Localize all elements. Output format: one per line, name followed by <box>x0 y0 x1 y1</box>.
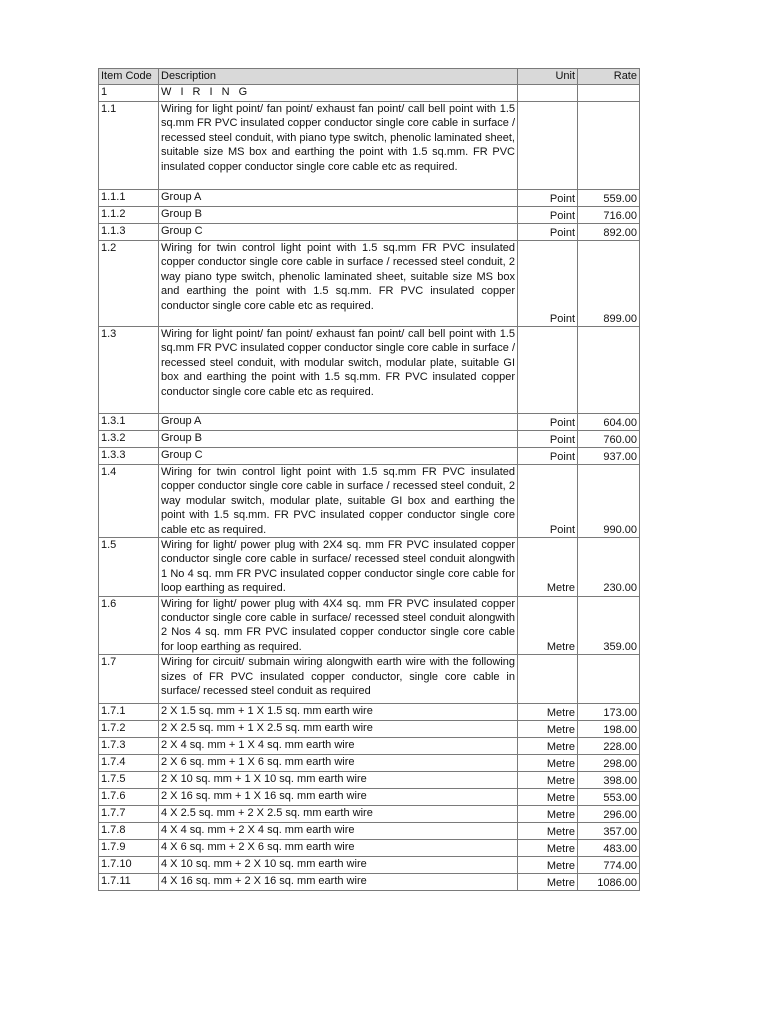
item-code-cell: 1.7.8 <box>99 823 159 840</box>
rate-cell: 230.00 <box>578 538 640 597</box>
rate-cell: 559.00 <box>578 190 640 207</box>
unit-cell: Metre <box>518 738 578 755</box>
item-code-cell: 1.7.6 <box>99 789 159 806</box>
unit-cell: Metre <box>518 538 578 597</box>
table-row <box>99 840 640 857</box>
description-cell: Group A <box>159 414 518 431</box>
table-row <box>99 448 640 465</box>
rate-cell: 774.00 <box>578 857 640 874</box>
rate-cell <box>578 655 640 704</box>
item-code-cell: 1.1.3 <box>99 224 159 241</box>
table-row <box>99 806 640 823</box>
description-cell: Group A <box>159 190 518 207</box>
table-row <box>99 721 640 738</box>
description-cell: 2 X 16 sq. mm + 1 X 16 sq. mm earth wire <box>159 789 518 806</box>
item-code-cell: 1.1 <box>99 102 159 190</box>
unit-cell: Point <box>518 241 578 327</box>
description-cell: 2 X 4 sq. mm + 1 X 4 sq. mm earth wire <box>159 738 518 755</box>
rate-cell <box>578 102 640 190</box>
unit-cell: Metre <box>518 789 578 806</box>
item-code-cell: 1.3.1 <box>99 414 159 431</box>
unit-cell: Metre <box>518 806 578 823</box>
rate-cell: 228.00 <box>578 738 640 755</box>
table-row <box>99 241 640 327</box>
item-code-cell: 1.7.3 <box>99 738 159 755</box>
description-cell: 4 X 16 sq. mm + 2 X 16 sq. mm earth wire <box>159 874 518 891</box>
table-row <box>99 874 640 891</box>
rate-cell: 483.00 <box>578 840 640 857</box>
table-row <box>99 704 640 721</box>
rate-cell: 198.00 <box>578 721 640 738</box>
description-cell: Group B <box>159 431 518 448</box>
item-code-cell: 1.7.2 <box>99 721 159 738</box>
rate-cell: 716.00 <box>578 207 640 224</box>
description-cell: 2 X 6 sq. mm + 1 X 6 sq. mm earth wire <box>159 755 518 772</box>
rate-cell: 937.00 <box>578 448 640 465</box>
table-row <box>99 823 640 840</box>
item-code-cell: 1.7.9 <box>99 840 159 857</box>
header-description: Description <box>159 69 518 85</box>
unit-cell: Point <box>518 207 578 224</box>
table-row <box>99 102 640 190</box>
table-row <box>99 789 640 806</box>
unit-cell: Metre <box>518 874 578 891</box>
unit-cell: Metre <box>518 840 578 857</box>
header-row <box>99 69 640 85</box>
item-code-cell: 1.7.7 <box>99 806 159 823</box>
table-row <box>99 655 640 704</box>
item-code-cell: 1 <box>99 85 159 102</box>
table-row <box>99 327 640 414</box>
rate-cell: 398.00 <box>578 772 640 789</box>
item-code-cell: 1.7.4 <box>99 755 159 772</box>
unit-cell: Metre <box>518 755 578 772</box>
rate-cell: 298.00 <box>578 755 640 772</box>
unit-cell: Metre <box>518 772 578 789</box>
table-row <box>99 755 640 772</box>
item-code-cell: 1.7.5 <box>99 772 159 789</box>
item-code-cell: 1.6 <box>99 596 159 655</box>
description-cell: 4 X 6 sq. mm + 2 X 6 sq. mm earth wire <box>159 840 518 857</box>
table-row <box>99 465 640 538</box>
table-row <box>99 596 640 655</box>
description-cell: Wiring for light/ power plug with 2X4 sq. mm FR PVC insulated copper conductor single core cable in surface/ recessed steel conduit alongwith 1 No 4 sq. mm FR PVC insulated copper conductor single core cable for loop earthing as required. <box>159 538 518 597</box>
rate-schedule-table <box>98 68 640 891</box>
rate-cell: 990.00 <box>578 465 640 538</box>
unit-cell <box>518 655 578 704</box>
item-code-cell: 1.1.1 <box>99 190 159 207</box>
rate-cell <box>578 327 640 414</box>
rate-cell: 892.00 <box>578 224 640 241</box>
unit-cell: Metre <box>518 596 578 655</box>
unit-cell: Point <box>518 190 578 207</box>
unit-cell <box>518 102 578 190</box>
description-cell: Wiring for twin control light point with 1.5 sq.mm FR PVC insulated copper conductor single core cable in surface / recessed steel conduit, 2 way modular switch, modular plate, suitable GI box and earthing the point with 1.5 sq.mm. FR PVC insulated copper conductor single core cable etc as required. <box>159 465 518 538</box>
item-code-cell: 1.7.11 <box>99 874 159 891</box>
rate-cell: 296.00 <box>578 806 640 823</box>
description-cell: 2 X 10 sq. mm + 1 X 10 sq. mm earth wire <box>159 772 518 789</box>
rate-cell: 760.00 <box>578 431 640 448</box>
description-cell: Group B <box>159 207 518 224</box>
item-code-cell: 1.3.3 <box>99 448 159 465</box>
description-cell: 4 X 10 sq. mm + 2 X 10 sq. mm earth wire <box>159 857 518 874</box>
rate-cell: 553.00 <box>578 789 640 806</box>
description-cell: 2 X 2.5 sq. mm + 1 X 2.5 sq. mm earth wire <box>159 721 518 738</box>
rate-cell: 1086.00 <box>578 874 640 891</box>
description-cell: Wiring for light point/ fan point/ exhaust fan point/ call bell point with 1.5 sq.mm FR PVC insulated copper conductor single core cable in surface / recessed steel conduit, with piano type switch, phenolic laminated sheet, suitable size MS box and earthing the point with 1.5 sq.mm. FR PVC insulated copper conductor single core cable etc as required. <box>159 102 518 190</box>
table-row <box>99 772 640 789</box>
unit-cell: Metre <box>518 721 578 738</box>
table-row <box>99 738 640 755</box>
unit-cell <box>518 85 578 102</box>
header-item-code: Item Code <box>99 69 159 85</box>
unit-cell: Point <box>518 224 578 241</box>
unit-cell: Point <box>518 448 578 465</box>
unit-cell: Metre <box>518 704 578 721</box>
rate-cell: 357.00 <box>578 823 640 840</box>
item-code-cell: 1.3.2 <box>99 431 159 448</box>
description-cell: 2 X 1.5 sq. mm + 1 X 1.5 sq. mm earth wire <box>159 704 518 721</box>
unit-cell <box>518 327 578 414</box>
unit-cell: Point <box>518 431 578 448</box>
description-cell: 4 X 2.5 sq. mm + 2 X 2.5 sq. mm earth wire <box>159 806 518 823</box>
table-row <box>99 190 640 207</box>
item-code-cell: 1.7.10 <box>99 857 159 874</box>
item-code-cell: 1.1.2 <box>99 207 159 224</box>
unit-cell: Point <box>518 465 578 538</box>
table-row <box>99 207 640 224</box>
item-code-cell: 1.4 <box>99 465 159 538</box>
unit-cell: Metre <box>518 857 578 874</box>
table-row <box>99 538 640 597</box>
table-row <box>99 85 640 102</box>
item-code-cell: 1.7 <box>99 655 159 704</box>
description-cell: Wiring for light point/ fan point/ exhaust fan point/ call bell point with 1.5 sq.mm FR PVC insulated copper conductor single core cable in surface / recessed steel conduit, with modular switch, modular plate, suitable GI box and earthing the point with 1.5 sq.mm. FR PVC insulated copper conductor single core cable etc as required. <box>159 327 518 414</box>
unit-cell: Point <box>518 414 578 431</box>
description-cell: Group C <box>159 224 518 241</box>
item-code-cell: 1.5 <box>99 538 159 597</box>
table-body <box>99 85 640 891</box>
item-code-cell: 1.7.1 <box>99 704 159 721</box>
rate-cell: 173.00 <box>578 704 640 721</box>
description-cell: Wiring for circuit/ submain wiring alongwith earth wire with the following sizes of FR PVC insulated copper conductor, single core cable in surface/ recessed steel conduit as required <box>159 655 518 704</box>
rate-cell: 899.00 <box>578 241 640 327</box>
header-unit: Unit <box>518 69 578 85</box>
rate-cell <box>578 85 640 102</box>
description-cell: 4 X 4 sq. mm + 2 X 4 sq. mm earth wire <box>159 823 518 840</box>
description-cell: Group C <box>159 448 518 465</box>
table-row <box>99 431 640 448</box>
item-code-cell: 1.2 <box>99 241 159 327</box>
rate-cell: 604.00 <box>578 414 640 431</box>
table-row <box>99 414 640 431</box>
description-cell: Wiring for light/ power plug with 4X4 sq. mm FR PVC insulated copper conductor single core cable in surface/ recessed steel conduit alongwith 2 Nos 4 sq. mm FR PVC insulated copper conductor single core cable for loop earthing as required. <box>159 596 518 655</box>
table-row <box>99 857 640 874</box>
header-rate: Rate <box>578 69 640 85</box>
table-row <box>99 224 640 241</box>
item-code-cell: 1.3 <box>99 327 159 414</box>
rate-cell: 359.00 <box>578 596 640 655</box>
unit-cell: Metre <box>518 823 578 840</box>
description-cell: Wiring for twin control light point with 1.5 sq.mm FR PVC insulated copper conductor single core cable in surface / recessed steel conduit, 2 way piano type switch, phenolic laminated sheet, suitable size MS box and earthing the point with 1.5 sq.mm. FR PVC insulated copper conductor single core cable etc as required. <box>159 241 518 327</box>
description-cell: W I R I N G <box>159 85 518 102</box>
